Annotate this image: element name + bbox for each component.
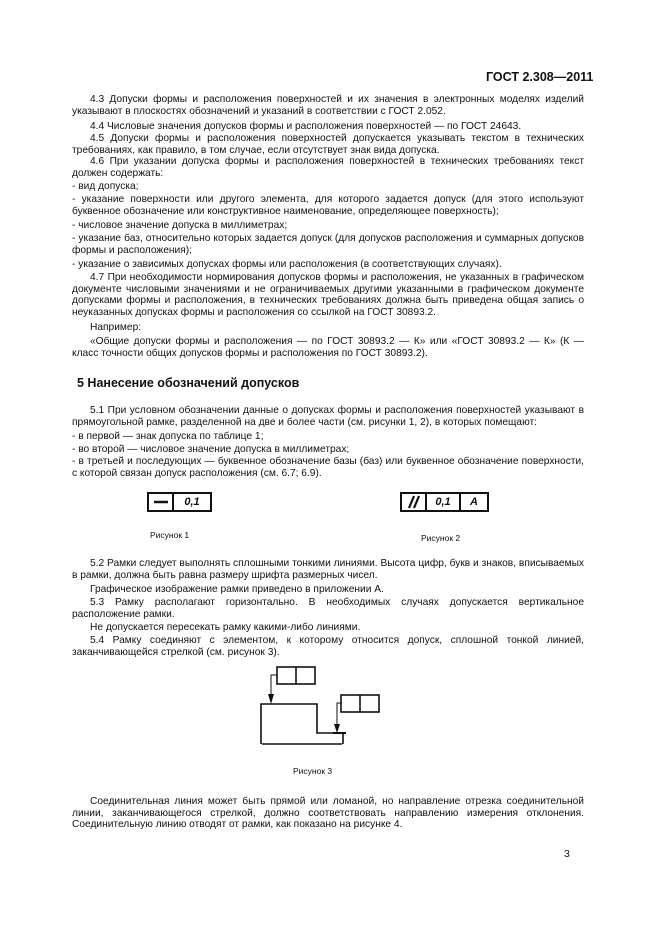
paragraph-5-3: 5.3 Рамку располагают горизонтально. В необходимых случаях допускается вертикальное расположение рамки.	[72, 597, 584, 620]
parallelism-icon	[402, 494, 427, 510]
list-item: - указание баз, относительно которых задается допуск (для допусков расположения и суммарных допусков формы и расположения);	[72, 233, 584, 256]
figure3-caption: Рисунок 3	[293, 766, 333, 776]
paragraph-no-crossing: Не допускается пересекать рамку какими-либо линиями.	[90, 622, 361, 633]
example-text: «Общие допуски формы и расположения — по ГОСТ 30893.2 — К» или «ГОСТ 30893.2 — К» (К — класс точности общих допусков формы и расположения по ГОСТ 30893.2).	[72, 336, 584, 359]
page-number: 3	[564, 848, 570, 860]
figure2-caption: Рисунок 2	[421, 533, 461, 543]
paragraph-5-4: 5.4 Рамку соединяют с элементом, к которому относится допуск, сплошной тонкой линией, заканчивающейся стрелкой (см. рисунок 3).	[72, 635, 584, 658]
tolerance-frame-figure1	[147, 492, 212, 512]
list-item: - в третьей и последующих — буквенное обозначение базы (баз) или буквенное обозначение поверхности, с которой связан допуск расположения (см. 6.7; 6.9).	[72, 456, 584, 479]
paragraph-appendix: Графическое изображение рамки приведено в приложении А.	[90, 584, 384, 595]
list-item: - указание о зависимых допусках формы или расположения (в соответствующих случаях).	[72, 259, 502, 270]
paragraph-4-4: 4.4 Числовые значения допусков формы и расположения поверхностей — по ГОСТ 24643.	[90, 121, 522, 132]
straightness-icon	[149, 494, 174, 510]
tolerance-value: 0,1	[427, 494, 461, 510]
paragraph-4-7: 4.7 При необходимости нормирования допусков формы и расположения, не указанных в графическом документе числовыми значениями и не ограничиваемых другими указанными в графическом документе допусками формы и расположения, в технических требованиях должна быть приведена общая запись о неуказанных допусках формы и расположения со ссылкой на ГОСТ 30893.2.	[72, 272, 584, 318]
list-item: - вид допуска;	[72, 181, 139, 192]
list-item: - указание поверхности или другого элемента, для которого задается допуск (для этого используют буквенное обозначение или конструктивное наименование, определяющее поверхность);	[72, 194, 584, 217]
list-item: - во второй — числовое значение допуска в миллиметрах;	[72, 444, 350, 455]
datum-letter: A	[470, 496, 478, 508]
paragraph-connector: Соединительная линия может быть прямой или ломаной, но направление отрезка соединительной линии, заканчивающегося стрелкой, должно соответствовать направлению измерения отклонения. Соединительную линию отводят от рамки, как показано на рисунке 4.	[72, 796, 584, 831]
page-header: ГОСТ 2.308—2011	[486, 70, 594, 84]
figure3-drawing	[240, 662, 400, 762]
arrowhead-left	[268, 694, 274, 704]
list-item: - в первой — знак допуска по таблице 1;	[72, 431, 264, 442]
tolerance-frame-figure2	[400, 492, 489, 512]
example-label: Например:	[90, 322, 142, 333]
arrowhead-right	[334, 724, 340, 733]
section-title: 5 Нанесение обозначений допусков	[77, 376, 300, 390]
paragraph-5-1: 5.1 При условном обозначении данные о допусках формы и расположения поверхностей указывают в прямоугольной рамке, разделенной на две и более части (см. рисунки 1, 2), в которых помещают:	[72, 405, 584, 428]
paragraph-4-5: 4.5 Допуски формы и расположения поверхностей допускается указывать текстом в технических требованиях, как правило, в том случае, если отсутствует знак вида допуска.	[72, 133, 584, 156]
list-item: - числовое значение допуска в миллиметрах;	[72, 220, 288, 231]
tolerance-value: 0,1	[184, 496, 200, 508]
paragraph-4-6: 4.6 При указании допуска формы и расположения поверхностей в технических требованиях текст должен содержать:	[72, 156, 584, 179]
paragraph-4-3: 4.3 Допуски формы и расположения поверхностей и их значения в электронных моделях изделий указывают в плоскостях обозначений и указаний в соответствии с ГОСТ 2.052.	[72, 94, 584, 117]
part-outline	[261, 704, 343, 744]
paragraph-5-2: 5.2 Рамки следует выполнять сплошными тонкими линиями. Высота цифр, букв и знаков, вписываемых в рамки, должна быть равна размеру шрифта размерных чисел.	[72, 558, 584, 581]
figure1-caption: Рисунок 1	[150, 530, 190, 540]
